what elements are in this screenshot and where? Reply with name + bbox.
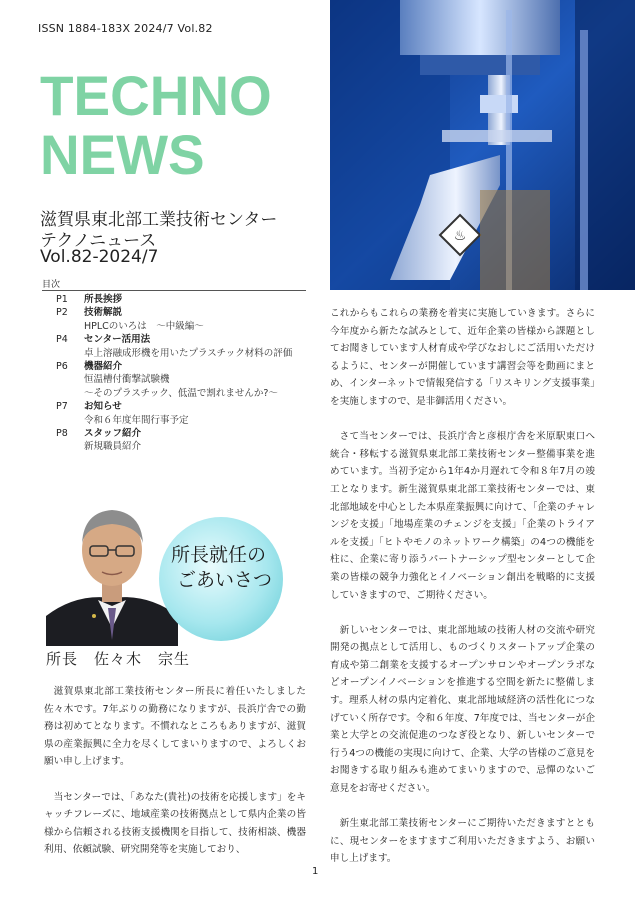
- greeting-title-line2: ごあいさつ: [177, 569, 273, 591]
- toc-subtitle: 卓上溶融成形機を用いたプラスチック材料の評価: [84, 347, 293, 359]
- toc-title: 所長挨拶: [84, 294, 123, 305]
- article-left-column: [44, 683, 306, 877]
- cover-photo-impact-tester: [330, 0, 635, 290]
- toc-page: P1: [56, 294, 68, 305]
- toc-subtitle: ～そのプラスチック、低温で割れませんか?～: [84, 387, 278, 399]
- table-of-contents: [56, 293, 316, 454]
- article-paragraph: 当センターでは、「あなた(貴社)の技術を応援します」をキャッチフレーズに、地域産業の技術拠点として県内企業の皆様から信頼される技術支援機関を目指して、技術相談、機器利用、依頼試験、研究開発等を実施しており、: [44, 791, 306, 856]
- toc-page: P6: [56, 361, 68, 373]
- toc-subtitle: HPLCのいろは ～中級編～: [84, 320, 204, 332]
- article-right-column: [330, 305, 595, 886]
- article-paragraph: 新しいセンターでは、東北部地域の技術人材の交流や研究開発の拠点として活用し、ものづくりスタートアップ企業の育成や第二創業を支援するオープンサロンやオープンラボなどオープンイノベーションを推進する空間を新たに整備します。理系人材の県内定着化、東北部地域経済の活性化につなげていく所存です。令和６年度、7年度では、当センターが企業と大学との交流促進のつなぎ役となり、新しいセンターで行う4つの機能の実現に向けて、企業、大学の皆様のご意見をお聞きする取り組みも進めてまいりますので、忌憚のないご意見をお寄せください。: [330, 624, 595, 795]
- toc-subtitle: 令和６年度年間行事予定: [84, 414, 189, 426]
- page-number: 1: [312, 866, 319, 877]
- toc-heading: 目次: [42, 280, 61, 290]
- article-paragraph: 滋賀県東北部工業技術センター所長に着任いたしました佐々木です。7年ぶりの勤務になりますが、長浜庁舎での勤務は初めてとなります。不慣れなところもありますが、滋賀県の産業振興に全力を尽くしてまいりますので、よろしくお願い申し上げます。: [44, 686, 306, 768]
- organization-name: 滋賀県東北部工業技術センター: [40, 210, 278, 230]
- toc-title: お知らせ: [84, 401, 122, 413]
- toc-title: スタッフ紹介: [84, 428, 142, 440]
- toc-page: P4: [56, 334, 68, 346]
- article-paragraph: 新生東北部工業技術センターにご期待いただきますとともに、現センターをますますご利用いただきますよう、お願い申し上げます。: [330, 818, 595, 865]
- toc-entry[interactable]: [56, 306, 316, 319]
- toc-title: 技術解説: [84, 307, 123, 319]
- article-paragraph: これからもこれらの業務を着実に実施していきます。さらに今年度から新たな試みとして、近年企業の皆様から課題としてお聞きしています人材育成や学びなおしにご活用いただけるように、センターが開催しています講習会等を動画にまとめ、インターネットで情報発信する「リスキリング支援事業」を実施しますので、是非御活用ください。: [330, 308, 595, 407]
- greeting-title-line1: 所長就任の: [171, 544, 267, 566]
- toc-entry[interactable]: [56, 400, 316, 413]
- volume-label: Vol.82-2024/7: [40, 247, 159, 267]
- toc-entry[interactable]: [56, 293, 316, 306]
- toc-title: センター活用法: [84, 334, 151, 346]
- director-portrait: [46, 498, 178, 646]
- newsletter-subtitle: テクノニュース: [40, 231, 157, 251]
- toc-entry[interactable]: [56, 427, 316, 440]
- toc-subtitle: 新規職員紹介: [84, 441, 142, 453]
- toc-page: P2: [56, 307, 68, 319]
- article-paragraph: さて当センターでは、長浜庁舎と彦根庁舎を米原駅東口へ統合・移転する滋賀県東北部工業技術センター整備事業を進めています。当初予定から1年4か月遅れて令和８年7月の竣工となります。新生滋賀県東北部工業技術センターでは、東北部地域を中心とした本県産業振興に向けて、「企業のチャレンジを支援」「地場産業のチェンジを支援」「企業のトライアルを支援」「ヒトやモノのネットワーク構築」の4つの機能を柱に、企業に寄り添うパートナーシップ型センターとして企業の皆様の競争力強化とイノベーション創出を戦略的に支援していきますので、ご期待ください。: [330, 431, 595, 601]
- toc-subtitle: 恒温槽付衝撃試験機: [84, 374, 170, 386]
- toc-entry[interactable]: [56, 333, 316, 346]
- toc-entry[interactable]: [56, 360, 316, 373]
- logo-techno: TECHNO: [40, 64, 272, 127]
- svg-text:♨: ♨: [453, 228, 467, 244]
- logo-news: NEWS: [40, 123, 205, 186]
- issn-text: ISSN 1884-183X 2024/7 Vol.82: [38, 22, 213, 35]
- toc-page: P8: [56, 428, 68, 440]
- director-name: 所長 佐々木 宗生: [46, 650, 191, 668]
- toc-page: P7: [56, 401, 68, 413]
- toc-divider: [42, 290, 306, 291]
- toc-title: 機器紹介: [84, 361, 123, 373]
